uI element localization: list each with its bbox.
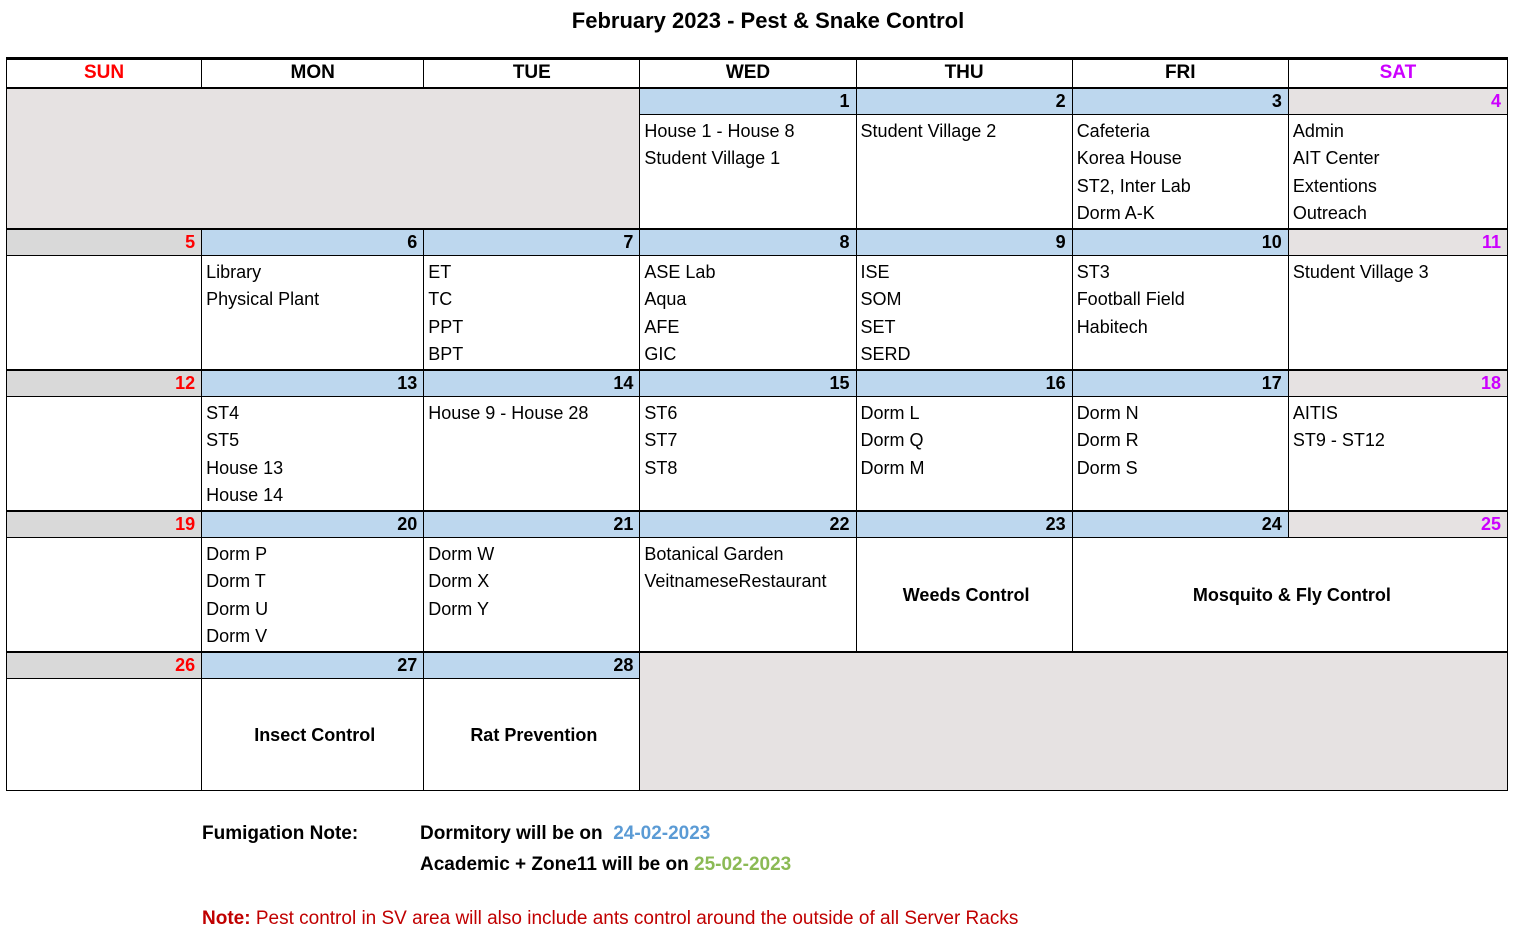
date-number-4[interactable]: 4 (1288, 88, 1507, 115)
week-2-number-row (7, 229, 1508, 256)
date-number-23[interactable]: 23 (856, 511, 1072, 538)
day-cell-2[interactable] (856, 114, 1072, 229)
date-number-8[interactable]: 8 (640, 229, 856, 256)
day-cell-1[interactable] (640, 114, 856, 229)
day-cell-26 (7, 678, 202, 790)
weekday-header-tue: TUE (424, 59, 640, 88)
week-4-content-row (7, 537, 1508, 652)
event-item: Cafeteria (1076, 120, 1150, 141)
day-cell-24-25-merged[interactable] (1072, 537, 1507, 652)
date-number-6[interactable]: 6 (202, 229, 424, 256)
event-item: Aqua (644, 289, 687, 309)
page-title: February 2023 - Pest & Snake Control (571, 8, 965, 33)
event-item: House 13 (206, 457, 284, 478)
event-item: SERD (860, 344, 911, 364)
event-item: House 14 (206, 485, 284, 505)
event-item: ET (428, 261, 452, 282)
day-cell-5 (7, 255, 202, 370)
event-item: Student Village 3 (1292, 261, 1429, 282)
date-number-7[interactable]: 7 (424, 229, 640, 256)
date-number-11[interactable]: 11 (1288, 229, 1507, 256)
event-item: Admin (1292, 120, 1344, 141)
event-item: GIC (644, 344, 677, 364)
date-number-3[interactable]: 3 (1072, 88, 1288, 115)
fumigation-line-2 (202, 849, 791, 880)
event-rat-prevention: Rat Prevention (470, 724, 598, 745)
date-number-17[interactable]: 17 (1072, 370, 1288, 397)
event-item: TC (428, 289, 453, 309)
event-item: Library (206, 261, 262, 282)
event-item: AIT Center (1292, 148, 1380, 168)
weekday-header-fri: FRI (1072, 59, 1288, 88)
weekday-header-row (7, 59, 1508, 88)
event-item: ST6 (644, 402, 678, 423)
event-item: SET (860, 316, 896, 337)
event-item: ST9 - ST12 (1292, 430, 1385, 450)
event-item: ST2, Inter Lab (1076, 175, 1191, 196)
event-item: Dorm R (1076, 430, 1139, 450)
event-item: Extentions (1292, 175, 1377, 196)
event-item: ST8 (644, 457, 678, 478)
fumigation-label: Fumigation Note: (202, 823, 359, 844)
date-number-18[interactable]: 18 (1288, 370, 1507, 397)
day-cell-7[interactable] (424, 255, 640, 370)
weekday-header-sun: SUN (7, 59, 202, 88)
day-cell-27[interactable] (202, 678, 424, 790)
event-item: AFE (644, 316, 680, 337)
day-cell-9[interactable] (856, 255, 1072, 370)
event-item: Physical Plant (206, 289, 320, 309)
event-item: ISE (860, 261, 890, 282)
bottom-note (202, 908, 1018, 930)
event-weeds-control: Weeds Control (902, 584, 1030, 605)
day-cell-12 (7, 396, 202, 511)
event-item: BPT (428, 344, 464, 364)
day-cell-4[interactable] (1288, 114, 1507, 229)
event-item: Dorm M (860, 457, 925, 478)
fumigation-line1-text: Dormitory will be on (420, 823, 603, 844)
event-item: Dorm S (1076, 457, 1138, 478)
event-item: VeitnameseRestaurant (644, 571, 827, 591)
event-item: Football Field (1076, 289, 1185, 309)
fumigation-academic-date: 25-02-2023 (694, 854, 792, 875)
bottom-note-label: Note: (202, 908, 251, 929)
bottom-note-text: Pest control in SV area will also include ants control around the outside of all Server Racks (250, 908, 1019, 929)
event-item: House 9 - House 28 (428, 402, 589, 423)
day-cell-17[interactable] (1072, 396, 1288, 511)
week-1-number-row (7, 88, 1508, 115)
event-item: ST3 (1076, 261, 1110, 282)
fumigation-dormitory-date: 24-02-2023 (613, 823, 711, 844)
day-cell-3[interactable] (1072, 114, 1288, 229)
weekday-header-mon: MON (202, 59, 424, 88)
week-3-content-row (7, 396, 1508, 511)
event-item: ST4 (206, 402, 240, 423)
fumigation-note (202, 818, 791, 880)
date-number-19[interactable]: 19 (7, 511, 202, 538)
date-number-15[interactable]: 15 (640, 370, 856, 397)
fumigation-line-1 (202, 818, 791, 849)
event-item: Dorm V (206, 626, 268, 646)
day-cell-8[interactable] (640, 255, 856, 370)
day-cell-10[interactable] (1072, 255, 1288, 370)
event-item: AITIS (1292, 402, 1338, 423)
event-item: Dorm W (428, 543, 495, 564)
date-number-16[interactable]: 16 (856, 370, 1072, 397)
day-cell-22[interactable] (640, 537, 856, 652)
date-number-9[interactable]: 9 (856, 229, 1072, 256)
day-cell-18[interactable] (1288, 396, 1507, 511)
event-item: Korea House (1076, 148, 1182, 168)
event-item: SOM (860, 289, 902, 309)
event-item: Botanical Garden (644, 543, 784, 564)
event-item: Dorm L (860, 402, 920, 423)
event-item: Student Village 1 (644, 148, 781, 168)
date-number-2[interactable]: 2 (856, 88, 1072, 115)
event-item: House 1 - House 8 (644, 120, 795, 141)
event-item: Dorm P (206, 543, 268, 564)
week-4-number-row (7, 511, 1508, 538)
event-item: Dorm A-K (1076, 203, 1155, 223)
week-5-number-row (7, 652, 1508, 679)
date-number-1[interactable]: 1 (640, 88, 856, 115)
date-number-24[interactable]: 24 (1072, 511, 1288, 538)
date-number-5[interactable]: 5 (7, 229, 202, 256)
day-cell-19 (7, 537, 202, 652)
date-number-20[interactable]: 20 (202, 511, 424, 538)
event-item: PPT (428, 316, 464, 337)
event-item: ST5 (206, 430, 240, 450)
week-1-empty-block (7, 88, 640, 229)
week-3-number-row (7, 370, 1508, 397)
day-cell-13[interactable] (202, 396, 424, 511)
week-5-empty-block (640, 652, 1508, 791)
day-cell-21[interactable] (424, 537, 640, 652)
event-item: Student Village 2 (860, 120, 997, 141)
day-cell-20[interactable] (202, 537, 424, 652)
day-cell-11[interactable] (1288, 255, 1507, 370)
day-cell-16[interactable] (856, 396, 1072, 511)
date-number-26[interactable]: 26 (7, 652, 202, 679)
weekday-header-wed: WED (640, 59, 856, 88)
date-number-21[interactable]: 21 (424, 511, 640, 538)
day-cell-14[interactable] (424, 396, 640, 511)
event-mosquito-fly-control: Mosquito & Fly Control (1192, 584, 1391, 605)
date-number-13[interactable]: 13 (202, 370, 424, 397)
day-cell-28[interactable] (424, 678, 640, 790)
calendar-table (6, 57, 1508, 791)
event-item: Outreach (1292, 203, 1367, 223)
weekday-header-sat: SAT (1288, 59, 1507, 88)
day-cell-6[interactable] (202, 255, 424, 370)
event-item: Dorm U (206, 598, 269, 619)
event-item: Dorm T (206, 571, 266, 591)
event-item: Dorm Q (860, 430, 924, 450)
event-item: Dorm N (1076, 402, 1139, 423)
date-number-22[interactable]: 22 (640, 511, 856, 538)
event-item: Dorm X (428, 571, 490, 591)
event-item: ASE Lab (644, 261, 716, 282)
event-item: Habitech (1076, 316, 1148, 337)
event-item: Dorm Y (428, 598, 489, 619)
date-number-25[interactable]: 25 (1288, 511, 1507, 538)
event-insect-control: Insect Control (254, 724, 376, 745)
fumigation-line2-text: Academic + Zone11 will be on (420, 854, 689, 875)
date-number-14[interactable]: 14 (424, 370, 640, 397)
date-number-27[interactable]: 27 (202, 652, 424, 679)
weekday-header-thu: THU (856, 59, 1072, 88)
date-number-12[interactable]: 12 (7, 370, 202, 397)
date-number-28[interactable]: 28 (424, 652, 640, 679)
date-number-10[interactable]: 10 (1072, 229, 1288, 256)
day-cell-23[interactable] (856, 537, 1072, 652)
week-2-content-row (7, 255, 1508, 370)
event-item: ST7 (644, 430, 678, 450)
day-cell-15[interactable] (640, 396, 856, 511)
